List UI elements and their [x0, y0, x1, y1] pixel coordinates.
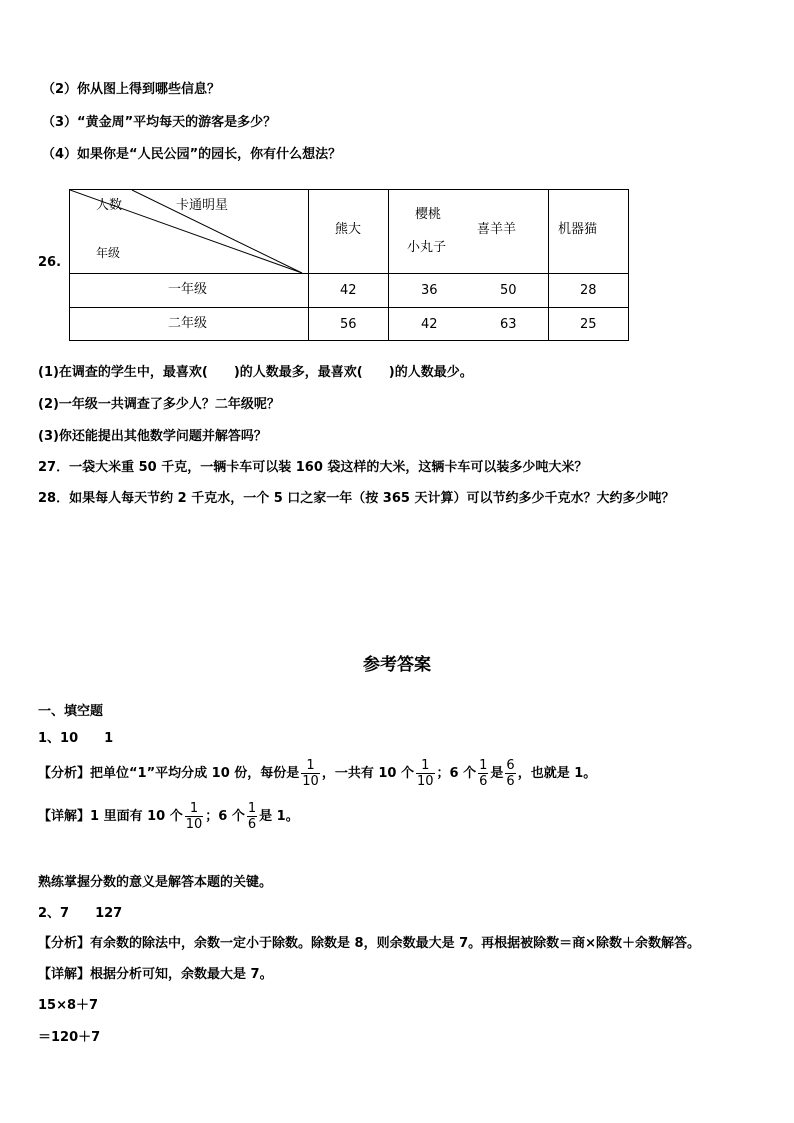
col-header-doraemon: 机器猫	[558, 222, 598, 237]
fraction-one-sixth: $\frac{1}{6}$	[247, 801, 257, 832]
survey-table	[69, 189, 629, 341]
section-heading-fill-blank: 一、填空题	[38, 704, 104, 719]
corner-label-cartoon: 卡通明星	[176, 198, 229, 213]
analysis-text: ，一共有 10 个	[321, 766, 414, 781]
question-4: （4）如果你是“人民公园”的园长，你有什么想法？	[42, 147, 342, 162]
question-3: （3）“黄金周”平均每天的游客是多少？	[42, 115, 277, 130]
table-cell: 63	[500, 317, 517, 332]
col-header-cherry: 樱桃	[415, 207, 442, 222]
row-label-grade2: 二年级	[168, 316, 208, 331]
question-26-3: (3)你还能提出其他数学问题并解答吗？	[38, 429, 267, 444]
answer-2-detail: 【详解】根据分析可知，余数最大是 7。	[38, 967, 273, 982]
answer-2-analysis: 【分析】有余数的除法中，余数一定小于除数。除数是 8，则余数最大是 7。再根据被除数＝商×除数＋余数解答。	[38, 936, 701, 951]
table-divider	[388, 190, 389, 340]
answer-2-calc-1: 15×8＋7	[38, 998, 99, 1013]
corner-label-count: 人数	[96, 198, 123, 213]
question-2: （2）你从图上得到哪些信息？	[42, 82, 221, 97]
question-28: 28．如果每人每天节约 2 千克水，一个 5 口之家一年（按 365 天计算）可以节约多少千克水？大约多少吨？	[38, 491, 675, 506]
fraction-one-tenth: $\frac{1}{10}$	[185, 801, 203, 832]
detail-text: ；6 个	[205, 809, 245, 824]
table-cell: 56	[340, 317, 357, 332]
answers-title: 参考答案	[363, 655, 431, 675]
detail-text: 是 1。	[259, 809, 299, 824]
problem-number-26: 26.	[38, 255, 62, 270]
answer-1-note: 熟练掌握分数的意义是解答本题的关键。	[38, 875, 273, 890]
analysis-text: ；6 个	[436, 766, 477, 781]
table-cell: 28	[580, 283, 597, 298]
question-26-2: (2)一年级一共调查了多少人？二年级呢？	[38, 397, 280, 412]
corner-label-grade: 年级	[96, 246, 121, 260]
table-divider	[308, 190, 309, 340]
table-cell: 42	[340, 283, 357, 298]
table-cell: 50	[500, 283, 517, 298]
table-divider	[70, 273, 628, 274]
detail-text: 【详解】1 里面有 10 个	[38, 809, 183, 824]
answer-1-detail	[38, 801, 299, 832]
row-label-grade1: 一年级	[168, 282, 208, 297]
question-27: 27．一袋大米重 50 千克，一辆卡车可以装 160 袋这样的大米，这辆卡车可以装多少吨大米？	[38, 460, 588, 475]
table-cell: 36	[421, 283, 438, 298]
col-header-xiyangyang: 喜羊羊	[477, 222, 517, 237]
analysis-text: 【分析】把单位“1”平均分成 10 份，每份是	[38, 766, 300, 781]
answer-1-head: 1、10 1	[38, 731, 114, 746]
table-divider	[70, 307, 628, 308]
col-header-maruko: 小丸子	[407, 240, 447, 255]
fraction-six-sixths: $\frac{6}{6}$	[506, 758, 515, 789]
table-divider	[548, 190, 549, 340]
answer-2-head: 2、7 127	[38, 906, 123, 921]
col-header-xiongda: 熊大	[335, 222, 362, 237]
fraction-one-sixth: $\frac{1}{6}$	[479, 758, 488, 789]
fraction-one-tenth: $\frac{1}{10}$	[416, 758, 434, 789]
analysis-text: 是	[490, 766, 504, 781]
table-cell: 25	[580, 317, 597, 332]
table-cell: 42	[421, 317, 438, 332]
fraction-one-tenth: $\frac{1}{10}$	[302, 758, 319, 789]
question-26-1: (1)在调查的学生中，最喜欢( )的人数最多，最喜欢( )的人数最少。	[38, 365, 473, 380]
answer-1-analysis	[38, 758, 596, 789]
analysis-text: ，也就是 1。	[517, 766, 597, 781]
answer-2-calc-2: ＝120＋7	[38, 1030, 101, 1045]
